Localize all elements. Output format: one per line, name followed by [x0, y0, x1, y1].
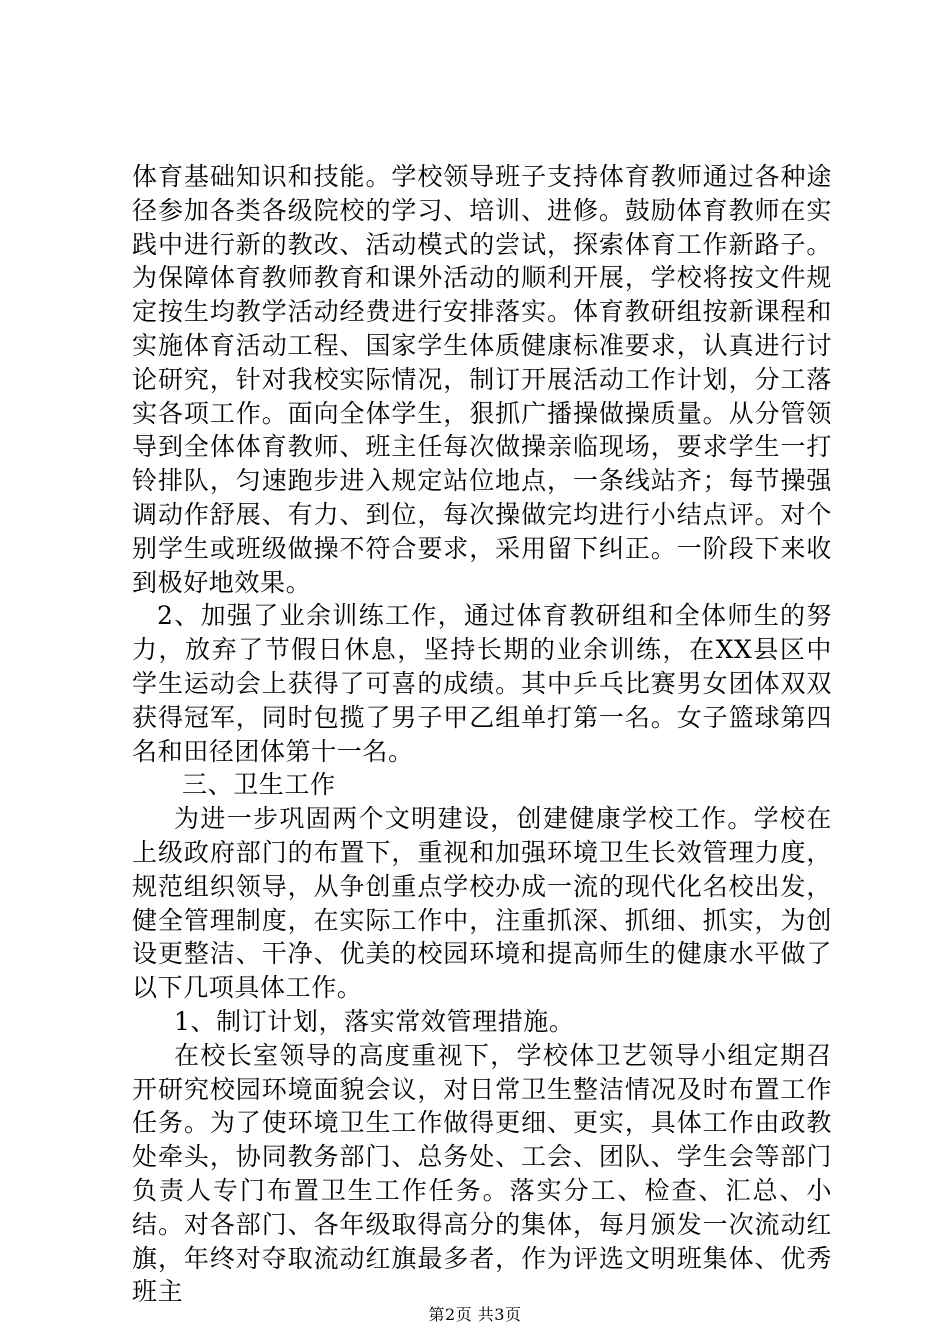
document-body [132, 160, 832, 1309]
paragraph-amateur-training: 2、加强了业余训练工作，通过体育教研组和全体师生的努力，放弃了节假日休息，坚持长期的业余训练，在XX县区中学生运动会上获得了可喜的成绩。其中乒乓比赛男女团体双双获得冠军，同时包揽了男子甲乙组单打第一名。女子篮球第四名和田径团体第十一名。 [132, 601, 832, 766]
page-number-footer: 第2页 共3页 [428, 1305, 522, 1324]
paragraph-hygiene-intro: 为进一步巩固两个文明建设，创建健康学校工作。学校在上级政府部门的布置下，重视和加强环境卫生长效管理力度，规范组织领导，从争创重点学校办成一流的现代化名校出发，健全管理制度，在实际工作中，注重抓深、抓细、抓实，为创设更整洁、干净、优美的校园环境和提高师生的健康水平做了以下几项具体工作。 [132, 804, 832, 1003]
paragraph-principal-leadership: 在校长室领导的高度重视下，学校体卫艺领导小组定期召开研究校园环境面貌会议，对日常卫生整洁情况及时布置工作任务。为了使环境卫生工作做得更细、更实，具体工作由政教处牵头，协同教务部门、总务处、工会、团队、学生会等部门负责人专门布置卫生工作任务。落实分工、检查、汇总、小结。对各部门、各年级取得高分的集体，每月颁发一次流动红旗，年终对夺取流动红旗最多者，作为评选文明班集体、优秀班主 [132, 1040, 832, 1307]
paragraph-pe-teacher-training: 体育基础知识和技能。学校领导班子支持体育教师通过各种途径参加各类各级院校的学习、培训、进修。鼓励体育教师在实践中进行新的教改、活动模式的尝试，探索体育工作新路子。为保障体育教师教育和课外活动的顺利开展，学校将按文件规定按生均教学活动经费进行安排落实。体育教研组按新课程和实施体育活动工程、国家学生体质健康标准要求，认真进行讨论研究，针对我校实际情况，制订开展活动工作计划，分工落实各项工作。面向全体学生，狠抓广播操做操质量。从分管领导到全体体育教师、班主任每次做操亲临现场，要求学生一打铃排队，匀速跑步进入规定站位地点，一条线站齐；每节操强调动作舒展、有力、到位，每次操做完均进行小结点评。对个别学生或班级做操不符合要求，采用留下纠正。一阶段下来收到极好地效果。 [132, 162, 832, 597]
subheading-plan-measures: 1、制订计划，落实常效管理措施。 [174, 1006, 575, 1036]
section-heading-hygiene: 三、卫生工作 [182, 770, 336, 800]
